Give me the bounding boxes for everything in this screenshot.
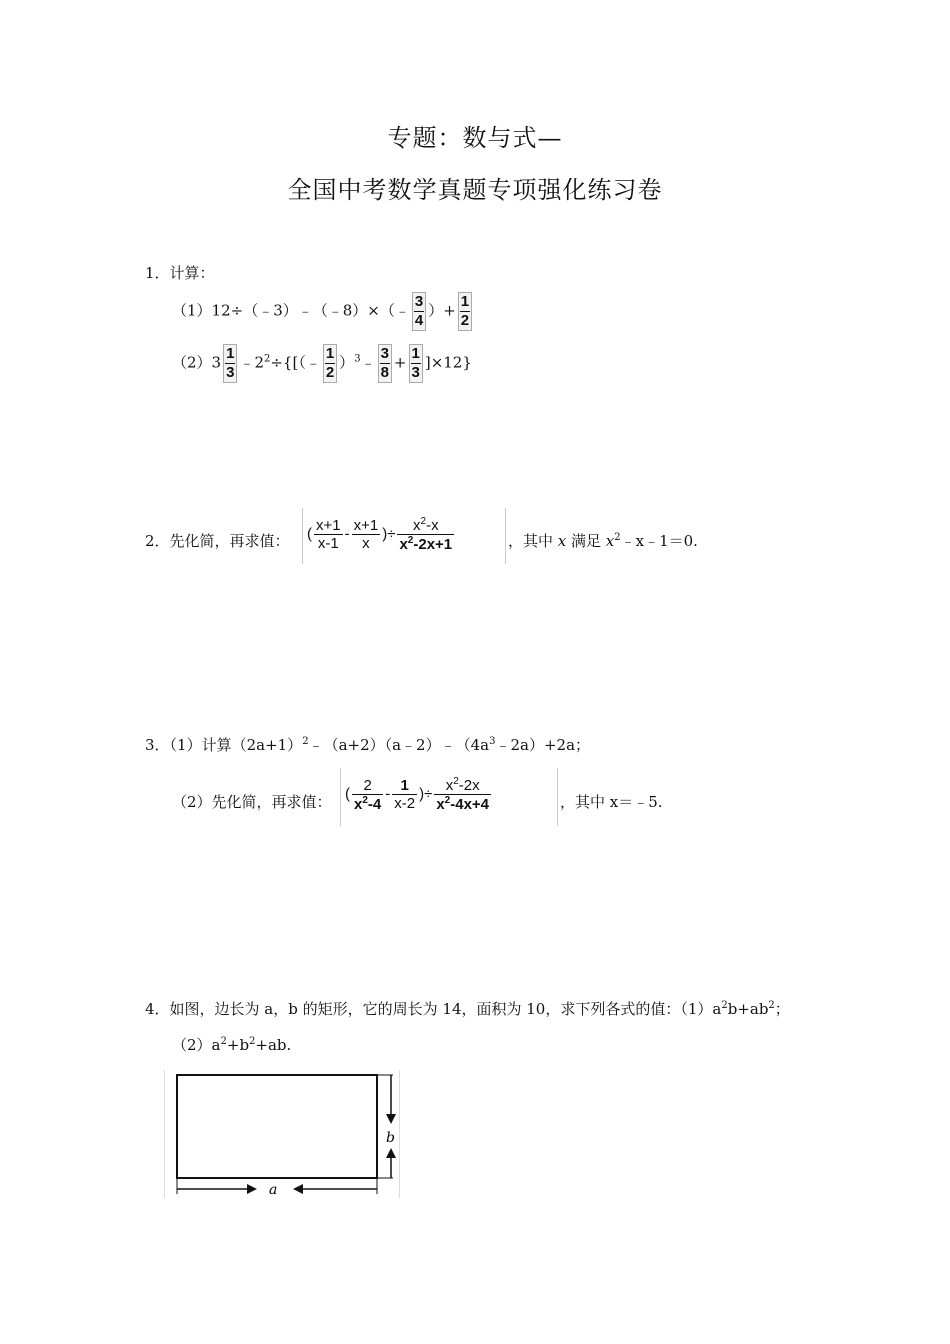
q3-part1: 3．（1）计算$(2a+1)^2﹣(a+2)(a﹣2)﹣(4a^3﹣2a)+2a$； bbox=[145, 736, 591, 754]
q4-line1: 4．如图，边长为 a，b 的矩形，它的周长为 14，面积为 10，求下列各式的值：$(1)a^2b+ab^2$； bbox=[145, 1000, 790, 1018]
q4-line2: $(2)a^2+b^2+ab$. bbox=[172, 1036, 292, 1054]
q1-p2-frac-3: $\frac{3}{8}$ bbox=[378, 344, 392, 383]
q3-expression-image: ( $\frac{2}{x^2-4}$ - $\frac{1}{x-2}$ )÷ $\frac{x^2-2x}{x^2-4x+4}$ bbox=[340, 768, 558, 826]
label-a: a bbox=[269, 1182, 278, 1198]
rectangle-figure bbox=[164, 1070, 400, 1198]
q3-frac-3: $\frac{x^2-2x}{x^2-4x+4}$ bbox=[436, 776, 490, 813]
q2-frac-2: $\frac{x+1}{x}$ bbox=[353, 517, 379, 552]
b-arrow-up-head bbox=[386, 1148, 396, 1158]
a-arrow-right-head bbox=[247, 1184, 257, 1194]
q1-frac-1-2: $\frac{1}{2}$ bbox=[458, 292, 472, 331]
q2-expression-image: ( $\frac{x+1}{x-1}$ - $\frac{x+1}{x}$ )÷ $\frac{x^2-x}{x^2-2x+1}$ bbox=[302, 508, 506, 564]
q1-p2-frac-2: $\frac{1}{2}$ bbox=[323, 344, 337, 383]
a-arrow-left-head bbox=[293, 1184, 303, 1194]
q1-part2: （2）3 $\frac{1}{3}$ $﹣2^2\div\{[(﹣$ $\frac{1}{2}$ ）$^3$﹣ $\frac{3}{8}$ + $\frac{1}{3}$ ]×12} bbox=[172, 345, 472, 381]
q1-p2-frac-1: $\frac{1}{3}$ bbox=[223, 344, 237, 383]
q2-stem: 2．先化简，再求值： bbox=[145, 532, 290, 550]
q3-part2-label: （2）先化简，再求值： bbox=[172, 793, 332, 811]
b-arrow-down-head bbox=[386, 1114, 396, 1124]
rectangle-shape bbox=[177, 1075, 377, 1178]
label-b: b bbox=[386, 1130, 395, 1146]
q2-frac-3: $\frac{x^2-x}{x^2-2x+1}$ bbox=[399, 516, 453, 553]
title-line-2: 全国中考数学真题专项强化练习卷 bbox=[287, 176, 663, 204]
q2-condition: ，其中 x 满足 $x^2﹣x﹣1=0$. bbox=[508, 532, 698, 550]
rectangle-diagram-svg bbox=[165, 1070, 399, 1198]
q2-frac-1: $\frac{x+1}{x-1}$ bbox=[316, 517, 341, 552]
title-line-1: 专题：数与式— bbox=[387, 124, 563, 152]
q1-frac-3-4: $\frac{3}{4}$ bbox=[412, 292, 426, 331]
q3-frac-1: $\frac{2}{x^2-4}$ bbox=[354, 776, 382, 813]
q1-part1: （1）12÷（﹣3）﹣（﹣8）×（﹣ $\frac{3}{4}$ ）+ $\frac{1}{2}$ bbox=[172, 292, 474, 331]
q3-condition: ，其中 x＝﹣5. bbox=[560, 793, 663, 811]
q1-stem: 1．计算： bbox=[145, 264, 215, 282]
q3-frac-2: $\frac{1}{x-2}$ bbox=[394, 777, 416, 812]
q1-p2-frac-4: $\frac{1}{3}$ bbox=[409, 344, 423, 383]
